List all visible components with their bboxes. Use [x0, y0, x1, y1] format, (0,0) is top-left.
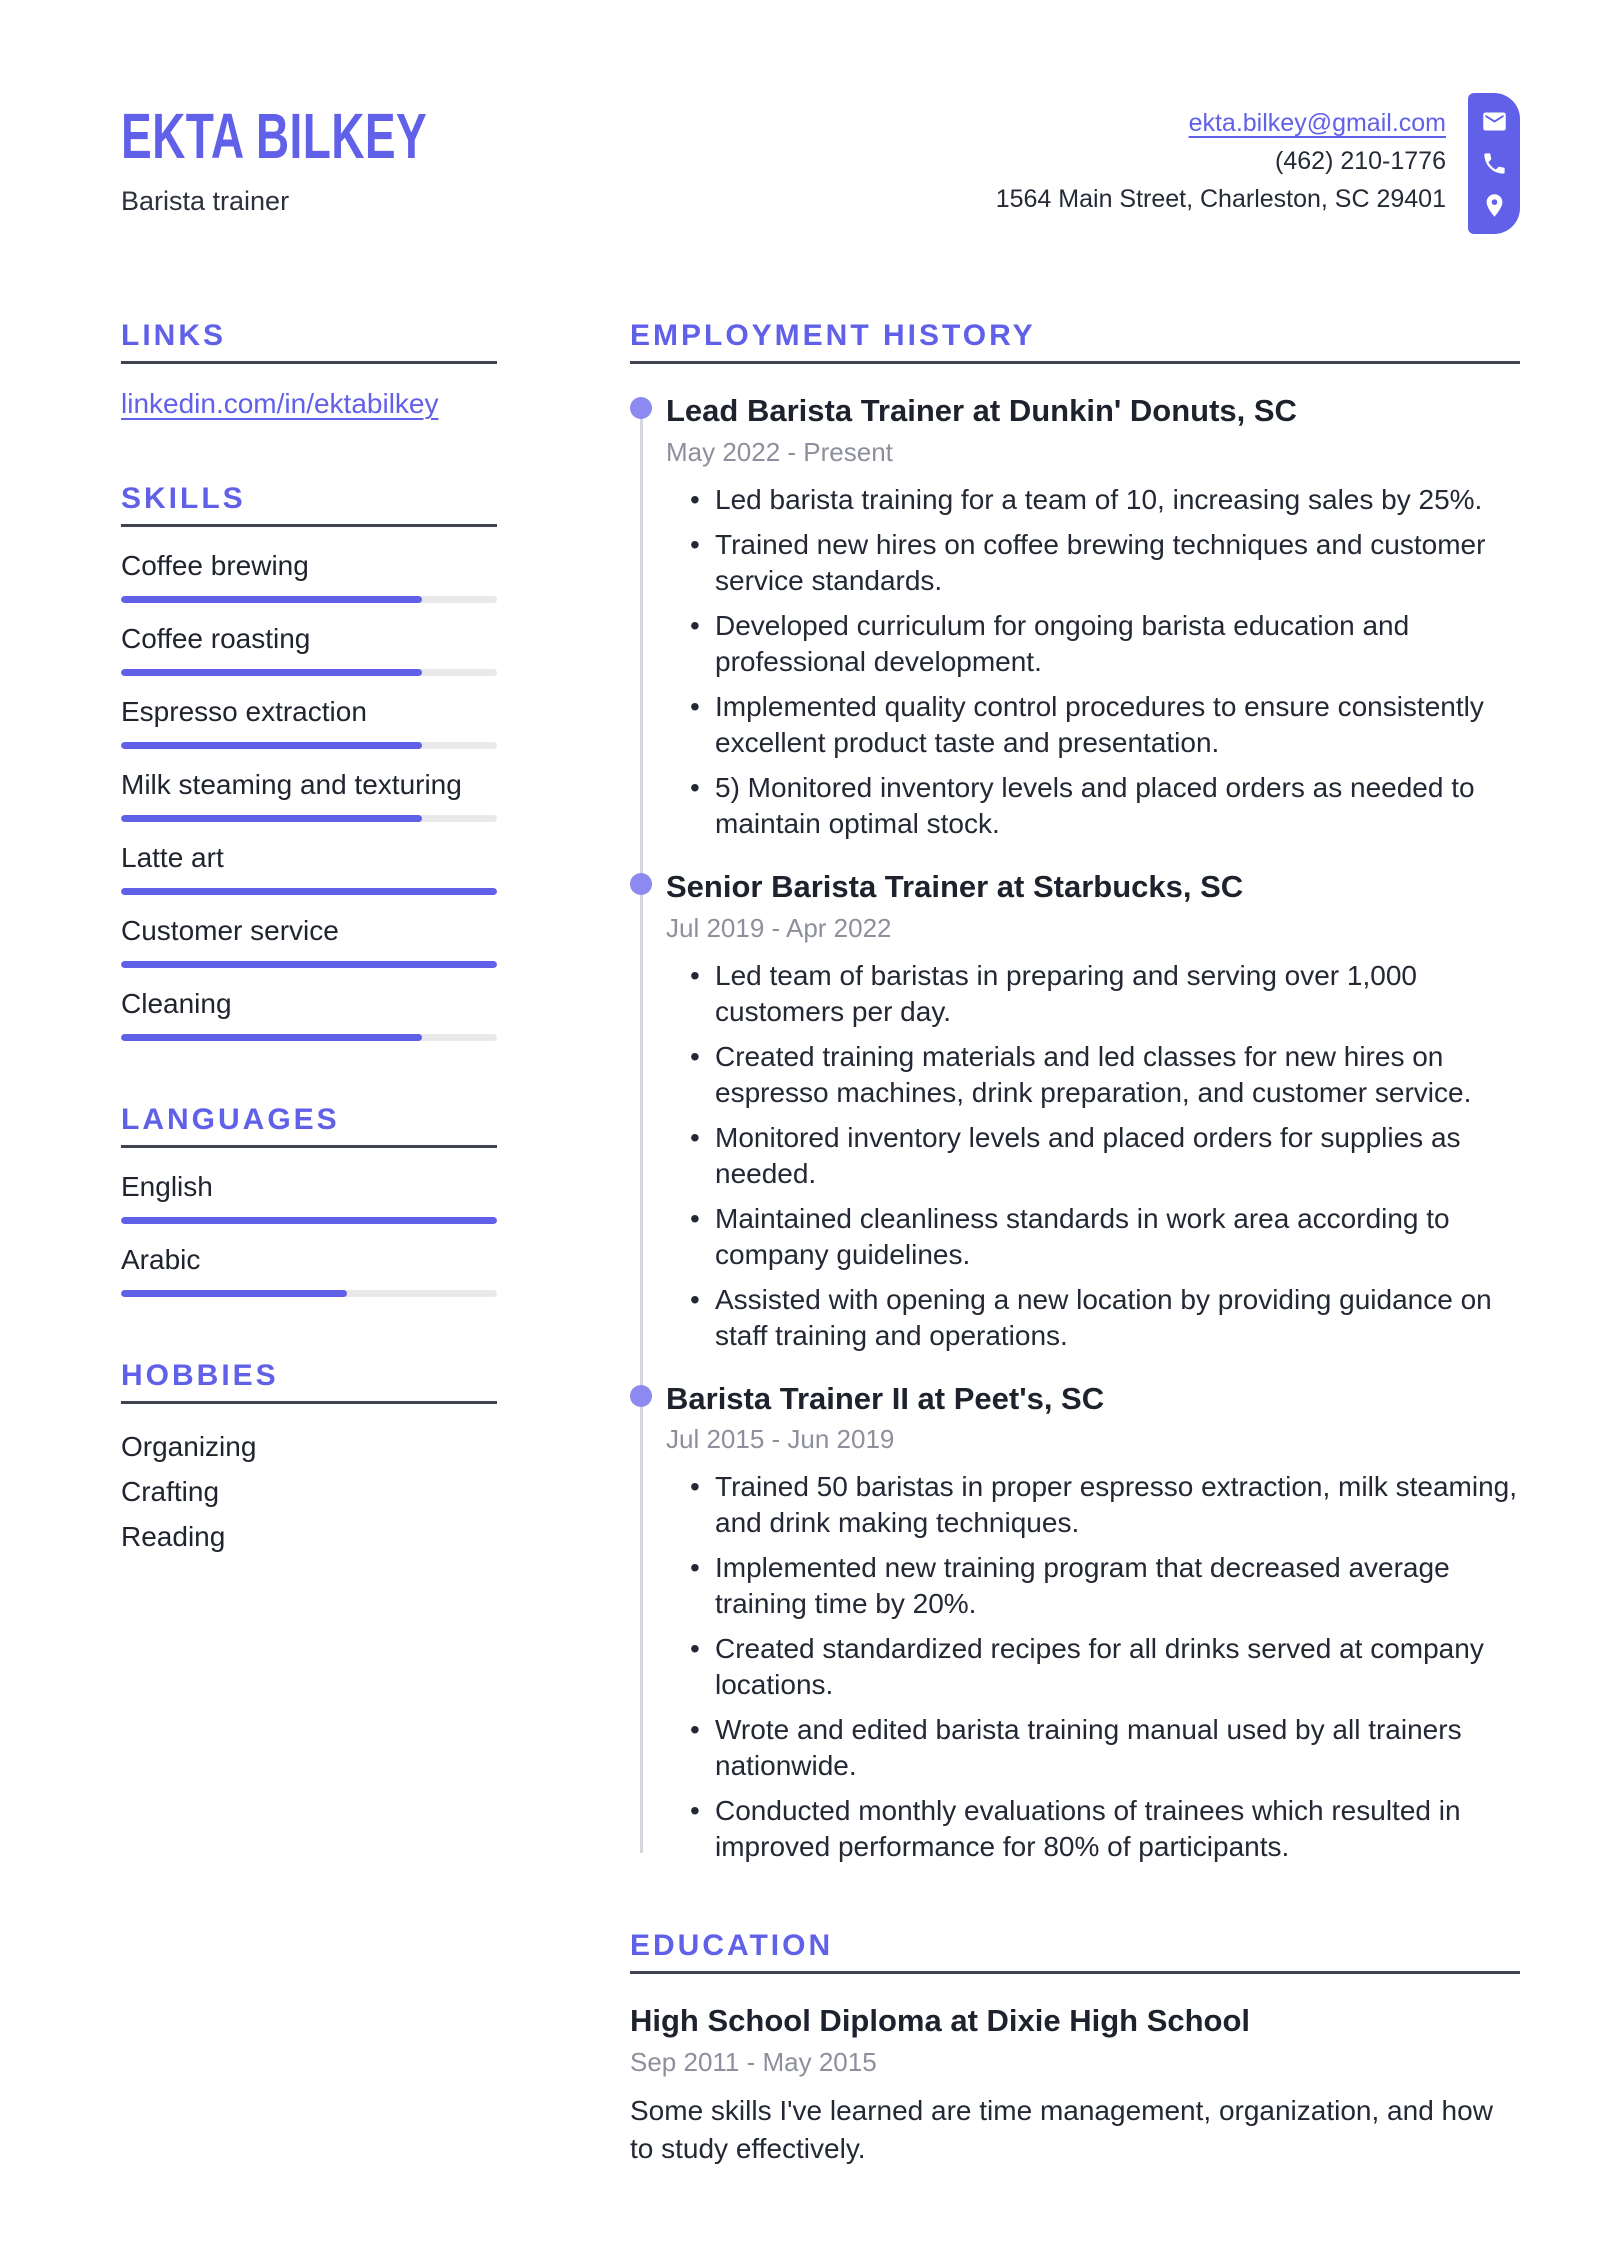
job-bullet: • Trained 50 baristas in proper espresso extraction, milk steaming, and drink making techniques.	[688, 1469, 1520, 1541]
email-link[interactable]: ekta.bilkey@gmail.com	[1188, 109, 1446, 137]
job-bullet: • Created training materials and led classes for new hires on espresso machines, drink preparation, and customer service.	[688, 1039, 1520, 1111]
skill-item	[121, 695, 497, 749]
employment-timeline	[630, 392, 1520, 1865]
skills-section	[121, 482, 497, 1041]
language-bar-fill	[121, 1217, 497, 1224]
skills-heading: SKILLS	[121, 482, 246, 515]
languages-heading: LANGUAGES	[121, 1103, 340, 1136]
skill-bar-fill	[121, 888, 497, 895]
skill-name: Customer service	[121, 915, 339, 946]
envelope-icon	[1481, 108, 1508, 135]
language-item	[121, 1243, 497, 1297]
skill-bar	[121, 742, 497, 749]
contact-email-row	[996, 104, 1446, 142]
location-pin-icon	[1481, 192, 1508, 219]
skill-name: Cleaning	[121, 988, 232, 1019]
job-bullet: • Implemented quality control procedures to ensure consistently excellent product taste and presentation.	[688, 689, 1520, 761]
skill-item	[121, 914, 497, 968]
header	[121, 100, 1520, 234]
skill-bar	[121, 669, 497, 676]
job-bullet: • Developed curriculum for ongoing barista education and professional development.	[688, 608, 1520, 680]
education-section	[630, 1929, 1520, 2168]
main-column	[630, 319, 1520, 2168]
job-entry	[630, 1380, 1520, 1866]
linkedin-link[interactable]: linkedin.com/in/ektabilkey	[121, 388, 439, 419]
job-dates: Jul 2015 - Jun 2019	[666, 1424, 895, 1455]
phone-icon	[1481, 150, 1508, 177]
job-bullet: • Led barista training for a team of 10, increasing sales by 25%.	[688, 482, 1520, 518]
education-entry	[630, 2002, 1520, 2168]
timeline-dot	[630, 1385, 652, 1407]
job-bullet: • 5) Monitored inventory levels and placed orders as needed to maintain optimal stock.	[688, 770, 1520, 842]
job-bullet: • Implemented new training program that decreased average training time by 20%.	[688, 1550, 1520, 1622]
job-bullet-list	[666, 482, 1520, 842]
skills-list	[121, 549, 497, 1041]
skill-bar	[121, 1034, 497, 1041]
section-divider	[121, 1145, 497, 1148]
job-entry	[630, 868, 1520, 1354]
job-bullet: • Created standardized recipes for all drinks served at company locations.	[688, 1631, 1520, 1703]
skill-name: Coffee roasting	[121, 623, 311, 654]
hobby-item: Organizing	[121, 1431, 257, 1462]
skill-bar-fill	[121, 742, 422, 749]
job-title: Lead Barista Trainer at Dunkin' Donuts, SC	[666, 393, 1297, 428]
section-divider	[630, 1971, 1520, 1974]
language-bar	[121, 1290, 497, 1297]
hobbies-list	[121, 1424, 497, 1559]
job-entry	[630, 392, 1520, 842]
skill-bar	[121, 596, 497, 603]
skill-name: Milk steaming and texturing	[121, 769, 462, 800]
skill-bar	[121, 815, 497, 822]
address: 1564 Main Street, Charleston, SC 29401	[995, 185, 1446, 213]
job-bullet: • Trained new hires on coffee brewing techniques and customer service standards.	[688, 527, 1520, 599]
languages-list	[121, 1170, 497, 1297]
language-bar-fill	[121, 1290, 347, 1297]
language-name: Arabic	[121, 1244, 201, 1275]
job-title: Barista Trainer II at Peet's, SC	[666, 1380, 1105, 1416]
job-bullet: • Assisted with opening a new location by providing guidance on staff training and operations.	[688, 1282, 1520, 1354]
education-heading: EDUCATION	[630, 1929, 834, 1963]
skill-bar-fill	[121, 596, 422, 603]
sidebar	[121, 319, 497, 2168]
links-section	[121, 319, 497, 420]
skill-bar-fill	[121, 815, 422, 822]
language-name: English	[121, 1171, 213, 1202]
job-bullet-list	[666, 958, 1520, 1354]
skill-item	[121, 841, 497, 895]
phone-number: (462) 210-1776	[1275, 147, 1446, 175]
job-title: Senior Barista Trainer at Starbucks, SC	[666, 868, 1244, 904]
job-bullet: • Wrote and edited barista training manual used by all trainers nationwide.	[688, 1712, 1520, 1784]
contact-icon-bar	[1468, 93, 1520, 234]
skill-item	[121, 768, 497, 822]
employment-section	[630, 319, 1520, 1865]
employment-heading: EMPLOYMENT HISTORY	[630, 319, 1036, 352]
language-bar	[121, 1217, 497, 1224]
person-job-title: Barista trainer	[121, 186, 290, 216]
hobby-item: Reading	[121, 1521, 226, 1552]
skill-bar-fill	[121, 669, 422, 676]
job-bullet: • Conducted monthly evaluations of trainees which resulted in improved performance for 80% of participants.	[688, 1793, 1520, 1865]
skill-name: Coffee brewing	[121, 550, 309, 581]
section-divider	[121, 524, 497, 527]
skill-name: Latte art	[121, 842, 224, 873]
timeline-dot	[630, 397, 652, 419]
education-dates: Sep 2011 - May 2015	[630, 2047, 877, 2077]
skill-bar-fill	[121, 961, 497, 968]
hobby-item: Crafting	[121, 1476, 220, 1507]
job-bullet: • Monitored inventory levels and placed orders for supplies as needed.	[688, 1120, 1520, 1192]
section-divider	[630, 361, 1520, 364]
links-heading: LINKS	[121, 319, 226, 352]
education-title: High School Diploma at Dixie High School	[630, 2003, 1251, 2039]
skill-item	[121, 549, 497, 603]
language-item	[121, 1170, 497, 1224]
job-dates: May 2022 - Present	[666, 436, 893, 467]
name-block	[121, 100, 546, 217]
section-divider	[121, 1401, 497, 1404]
section-divider	[121, 361, 497, 364]
skill-bar-fill	[121, 1034, 422, 1041]
hobbies-heading: HOBBIES	[121, 1359, 279, 1392]
skill-bar	[121, 961, 497, 968]
hobbies-section	[121, 1359, 497, 1559]
skill-item	[121, 987, 497, 1041]
job-bullet-list	[666, 1469, 1520, 1865]
person-name: EKTA BILKEY	[121, 100, 428, 172]
education-description: Some skills I've learned are time management, organization, and how to study effectively.	[630, 2095, 1493, 2164]
content-columns	[121, 319, 1520, 2168]
languages-section	[121, 1103, 497, 1297]
contact-block	[996, 104, 1446, 218]
job-bullet: • Led team of baristas in preparing and serving over 1,000 customers per day.	[688, 958, 1520, 1030]
timeline-dot	[630, 873, 652, 895]
skill-item	[121, 622, 497, 676]
job-dates: Jul 2019 - Apr 2022	[666, 912, 892, 943]
job-bullet: • Maintained cleanliness standards in work area according to company guidelines.	[688, 1201, 1520, 1273]
skill-bar	[121, 888, 497, 895]
skill-name: Espresso extraction	[121, 696, 367, 727]
